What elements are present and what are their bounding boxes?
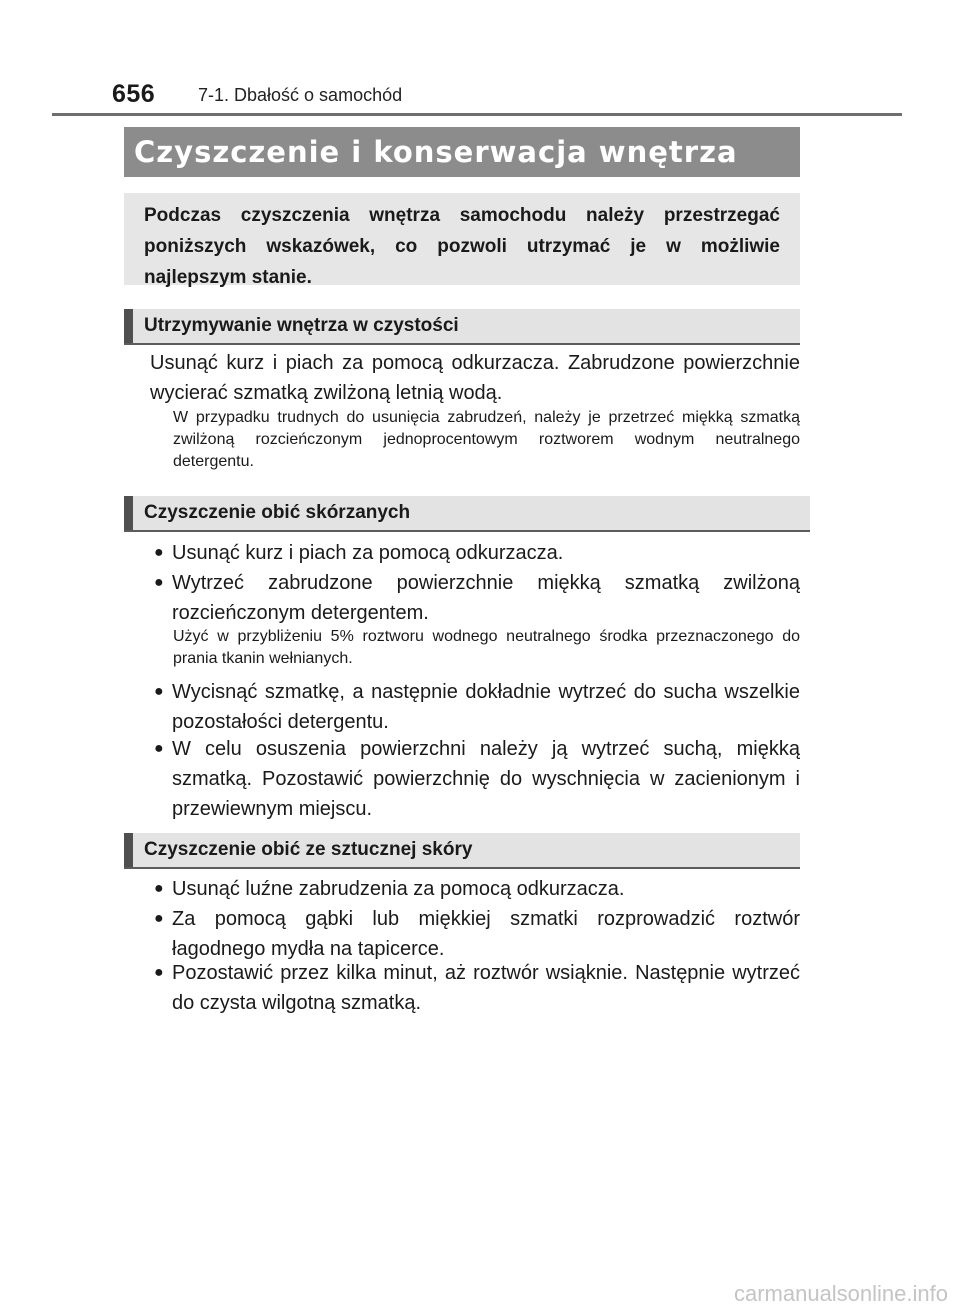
bullet-icon: ● <box>154 880 164 897</box>
list-item-text: Wycisnąć szmatkę, a następnie dokładnie wytrzeć do sucha wszelkie pozostałości detergentu. <box>172 681 800 733</box>
intro-box: Podczas czyszczenia wnętrza samochodu należy przestrzegać poniższych wskazówek, co pozwoli utrzymać je w możliwie najlepszym stanie. <box>124 193 800 285</box>
watermark: carmanualsonline.info <box>733 1281 948 1306</box>
list-item <box>154 568 800 628</box>
bullet-icon: ● <box>154 683 164 700</box>
list-item-text: Pozostawić przez kilka minut, aż roztwór wsiąknie. Następnie wytrzeć do czysta wilgotną szmatką. <box>172 962 800 1014</box>
bullet-icon: ● <box>154 740 164 757</box>
list-item-text: Wytrzeć zabrudzone powierzchnie miękką szmatką zwilżoną rozcieńczonym detergentem. <box>172 572 800 624</box>
body-text: Usunąć kurz i piach za pomocą odkurzacza. Zabrudzone powierzchnie wycierać szmatką zwilżoną letnią wodą. <box>150 352 800 404</box>
list-item-text: Za pomocą gąbki lub miękkiej szmatki rozprowadzić roztwór łagodnego mydła na tapicerce. <box>172 908 800 960</box>
bullet-icon: ● <box>154 910 164 927</box>
header-divider <box>52 113 902 116</box>
list-item-text: Usunąć kurz i piach za pomocą odkurzacza. <box>172 542 564 564</box>
page-number: 656 <box>112 80 156 108</box>
bullet-icon: ● <box>154 964 164 981</box>
bullet-icon: ● <box>154 544 164 561</box>
list-item <box>154 538 800 568</box>
bullet-icon: ● <box>154 574 164 591</box>
list-item-text: Usunąć luźne zabrudzenia za pomocą odkurzacza. <box>172 878 625 900</box>
note-text: Użyć w przybliżeniu 5% roztworu wodnego neutralnego środka przeznaczonego do prania tkanin wełnianych. <box>173 628 800 667</box>
list-item <box>154 734 800 824</box>
list-item <box>154 874 800 904</box>
subsection-heading: Utrzymywanie wnętrza w czystości <box>124 309 800 343</box>
list-item <box>154 677 800 737</box>
list-item-text: W celu osuszenia powierzchni należy ją wytrzeć suchą, miękką szmatką. Pozostawić powierzchnię do wyschnięcia w zacienionym i przewiewnym miejscu. <box>172 738 800 820</box>
subsection-heading: Czyszczenie obić skórzanych <box>124 496 810 530</box>
note-text: W przypadku trudnych do usunięcia zabrudzeń, należy je przetrzeć miękką szmatką zwilżoną rozcieńczonym jednoprocentowym roztworem wodnym neutralnego detergentu. <box>173 409 800 470</box>
chapter-title: 7-1. Dbałość o samochód <box>198 85 403 105</box>
subsection-heading: Czyszczenie obić ze sztucznej skóry <box>124 833 800 867</box>
list-item <box>154 904 800 964</box>
list-item <box>154 958 800 1018</box>
page-header <box>112 80 902 116</box>
section-title: Czyszczenie i konserwacja wnętrza <box>124 127 800 177</box>
